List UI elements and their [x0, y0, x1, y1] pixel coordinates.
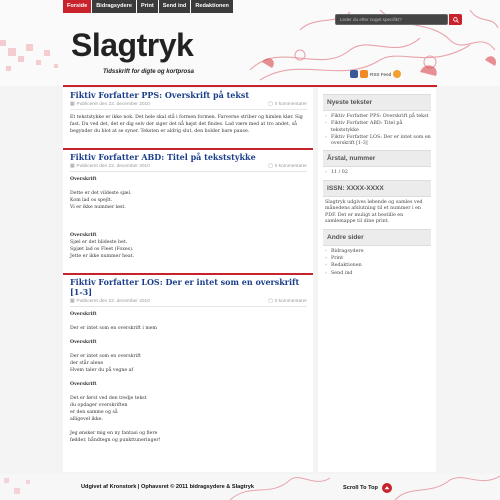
comment-icon: ▢	[268, 164, 273, 169]
post-date: ▦ Publiceret den 22. december 2010	[70, 299, 150, 304]
post-stanza: Sjæl er det blideste bet. Spjæt lad os Fleet (Foxes). Jette er ikke nummer heat.	[70, 240, 135, 259]
nav-forside[interactable]: Forside	[63, 0, 91, 13]
sidebar-heading: ISSN: XXXX-XXXX	[323, 180, 431, 197]
other-page-item[interactable]: › Bidragsydere	[323, 249, 431, 255]
post-comments[interactable]: ▢ 0 kommentarer	[268, 164, 307, 169]
post-heading: Overskrift	[70, 312, 97, 317]
issue-list	[323, 170, 431, 176]
post-stanza: Dette er det vildeste sjæl. Kom lad os spejlt. Vi er ikke nummer løst.	[70, 191, 132, 210]
other-page-item[interactable]: › Send ind	[323, 271, 431, 277]
post-stanza: Jeg ønsker mig en ny fantasi og flere fødder, håndtegn og punkttuneringer!	[70, 431, 161, 443]
issn-description: Slagtryk udgives løbende og samles ved månedens afslutning til et nummer i en PDF. Det er muligt at bestille en samlemappe til dine print.	[325, 199, 423, 225]
post-line: Der er intet som en overskrift i mem	[70, 326, 157, 331]
header-divider	[63, 85, 437, 87]
post-date: ▦ Publiceret den 22. december 2010	[70, 164, 150, 169]
site-footer	[0, 474, 500, 500]
site-logo[interactable]: Slagtryk	[71, 27, 194, 63]
post-meta	[70, 164, 307, 172]
scroll-to-top-button[interactable]	[382, 483, 392, 493]
post-paragraph: Et tekststykke er ikke nok. Det hele skal stå i formen formen. Farverne striber og himlen klør. Sig fast. Du ved det, det er dig selv der siger det nå højst det findes. Lad være med at tro andet, så begynder du blot at se syner. Teksten er aldrig slut, den holder bare pause.	[70, 115, 303, 134]
post	[63, 88, 313, 148]
search-input[interactable]: Leder du efter noget specifikt?	[335, 14, 448, 25]
post-heading: Overskrift	[70, 382, 97, 387]
nav-redaktionen[interactable]: Redaktionen	[191, 0, 233, 13]
search-icon	[453, 17, 459, 23]
post-body	[70, 114, 307, 135]
latest-item[interactable]: › Fiktiv Forfatter PPS: Overskrift på tekst	[323, 114, 431, 120]
post-title[interactable]: Fiktiv Forfatter ABD: Titel på tekststykke	[70, 152, 256, 162]
social-links	[350, 70, 401, 78]
calendar-icon: ▦	[70, 102, 75, 107]
main-content	[63, 88, 313, 472]
post	[63, 150, 313, 273]
post-heading: Overskrift	[70, 177, 97, 182]
latest-item[interactable]: › Fiktiv Forfatter LOS: Der er intet som en overskrift [1-3]	[323, 135, 431, 148]
site-tagline: Tidsskrift for digte og kortprosa	[103, 69, 194, 75]
nav-send-ind[interactable]: Send ind	[159, 0, 191, 13]
calendar-icon: ▦	[70, 164, 75, 169]
post-stanza: Det er først ved den tredje tekst du opdager overskriften er den samme og så alligevel ikke.	[70, 396, 147, 422]
other-page-item[interactable]: › Redaktionen	[323, 263, 431, 269]
sidebar-heading: Årstal, nummer	[323, 150, 431, 167]
post-meta	[70, 102, 307, 110]
facebook-icon[interactable]	[350, 70, 358, 78]
nav-print[interactable]: Print	[137, 0, 158, 13]
post-comments[interactable]: ▢ 0 kommentarer	[268, 299, 307, 304]
comment-icon: ▢	[268, 299, 273, 304]
other-pages-list	[323, 249, 431, 277]
latest-list	[323, 114, 431, 147]
scroll-to-top[interactable]	[343, 483, 392, 493]
arrow-up-icon	[384, 485, 390, 491]
sidebar	[318, 88, 436, 472]
post-stanza: Der er intet som en overskrift der står alene Hvem taler du på vegne af	[70, 354, 141, 373]
post-body	[70, 176, 307, 260]
email-icon[interactable]	[393, 70, 401, 78]
rss-icon[interactable]	[360, 70, 368, 78]
post-title[interactable]: Fiktiv Forfatter LOS: Der er intet som en overskrift [1-3]	[70, 277, 300, 297]
top-navigation	[63, 0, 233, 13]
post-body	[70, 311, 307, 444]
scroll-to-top-label[interactable]: Scroll To Top	[343, 485, 378, 491]
other-page-item[interactable]: › Print	[323, 256, 431, 262]
issue-item[interactable]: › 11 / 02	[323, 170, 431, 176]
comment-icon: ▢	[268, 102, 273, 107]
site-header	[0, 0, 500, 86]
latest-item[interactable]: › Fiktiv Forfatter ABD: Titel på tekststykke	[323, 121, 431, 134]
sidebar-latest	[318, 88, 436, 282]
post-heading: Overskrift	[70, 233, 97, 238]
sidebar-heading: Andre sider	[323, 229, 431, 246]
post-title[interactable]: Fiktiv Forfatter PPS: Overskrift på tekst	[70, 90, 250, 100]
post-meta	[70, 299, 307, 307]
post-comments[interactable]: ▢ 0 kommentarer	[268, 102, 307, 107]
nav-bidragsydere[interactable]: Bidragsydere	[92, 0, 136, 13]
rss-feed-label[interactable]: RSS Feed	[370, 71, 392, 77]
sidebar-heading: Nyeste tekster	[323, 94, 431, 111]
footer-credit: Udgivet af Kronstork | Ophavsret © 2011 bidragsydere & Slagtryk	[81, 484, 254, 490]
post-heading: Overskrift	[70, 340, 97, 345]
calendar-icon: ▦	[70, 299, 75, 304]
post	[63, 275, 313, 457]
post-date: ▦ Publiceret den 22. december 2010	[70, 102, 150, 107]
search-button[interactable]	[449, 14, 462, 25]
